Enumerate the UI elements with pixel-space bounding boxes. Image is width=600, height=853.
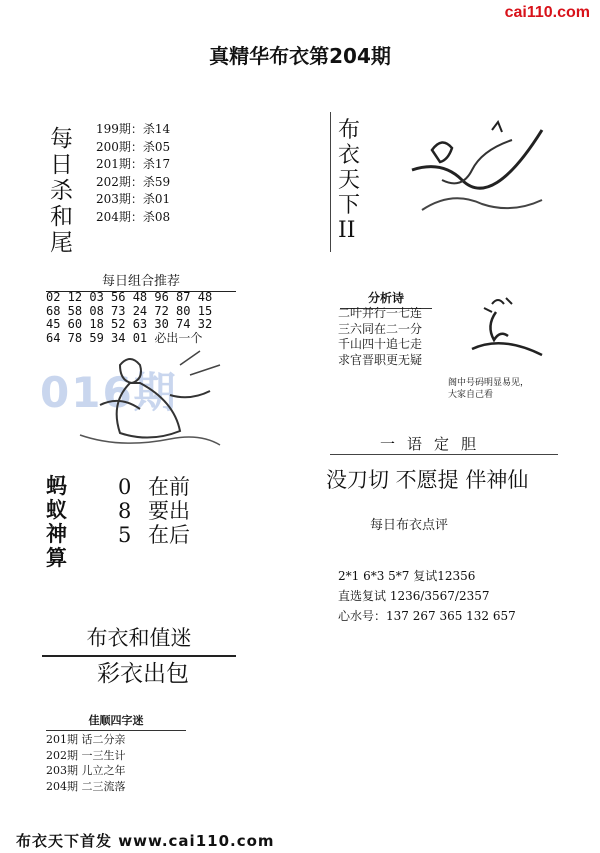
poem-line: 三六同在二一分	[338, 321, 423, 336]
ink-figure-illustration	[402, 120, 552, 225]
ant-god-number: 0	[118, 475, 132, 499]
vertical-char: II	[338, 218, 356, 243]
vertical-char: 布	[338, 118, 361, 143]
vertical-char: 蚂	[46, 474, 67, 498]
four-char-row: 204期 二三流落	[46, 779, 126, 793]
kill-tail-row: 204期：杀08	[96, 209, 171, 224]
combo-row: 02 12 03 56 48 96 87 48	[46, 290, 213, 304]
poem-title: 分析诗	[340, 289, 432, 309]
combo-row: 64 78 59 34 01 必出一个	[46, 330, 203, 345]
vertical-char: 衣	[338, 143, 361, 168]
poem-line: 二叶并行一七连	[338, 306, 423, 320]
ant-god-number: 5	[118, 523, 132, 547]
kill-tail-row: 200期：杀05	[96, 139, 171, 154]
kill-tail-row: 199期：杀14	[96, 122, 171, 136]
poem-lines	[338, 306, 422, 368]
four-char-riddle-list	[46, 732, 126, 794]
four-char-row: 202期 一三生计	[46, 748, 126, 762]
ant-god-row	[118, 499, 190, 523]
kill-tail-vertical-title	[50, 126, 74, 256]
one-word-text: 没刀切 不愿提 伴神仙	[326, 468, 529, 492]
vertical-char: 日	[50, 152, 73, 178]
combo-header: 每日组合推荐	[46, 270, 236, 292]
page-title: 真精华布衣第204期	[209, 44, 391, 68]
ant-god-vertical-title	[46, 474, 76, 570]
riddle-answer: 彩衣出包	[97, 661, 189, 687]
kill-tail-row: 201期：杀17	[96, 157, 171, 172]
vertical-char: 天	[338, 168, 361, 193]
review-title: 每日布衣点评	[370, 518, 449, 533]
vertical-char: 蚁	[46, 498, 67, 522]
poem-note-line: 阁中号码明显易见，	[448, 378, 530, 388]
combo-row: 68 58 08 73 24 72 80 15	[46, 303, 213, 318]
kill-tail-list	[96, 121, 170, 227]
four-char-riddle-title: 佳顺四字迷	[46, 712, 186, 731]
poem-note	[448, 377, 529, 401]
four-char-row: 203期 儿立之年	[46, 764, 126, 777]
site-watermark: cai110.com	[504, 4, 590, 21]
vertical-char: 尾	[50, 230, 73, 256]
vertical-char: 每	[50, 126, 73, 152]
section-divider	[330, 454, 558, 455]
sage-figure-illustration	[60, 345, 240, 455]
buyi-tianxia-vertical-title	[338, 118, 368, 243]
kill-tail-row: 203期：杀01	[96, 192, 171, 207]
ant-god-list	[118, 475, 190, 547]
vertical-char: 算	[46, 546, 67, 570]
recommendation-row: 心水号：137 267 365 132 657	[338, 609, 516, 623]
recommendation-list	[338, 566, 516, 626]
ant-god-number: 8	[118, 499, 132, 523]
four-char-row: 201期 话二分亲	[46, 733, 126, 746]
vertical-char: 下	[338, 193, 361, 218]
ghost-issue-text: 016期	[40, 368, 178, 417]
ant-god-text: 在前	[148, 475, 190, 499]
vertical-char: 杀	[50, 178, 73, 204]
poem-line: 千山四十追七走	[338, 337, 423, 351]
ant-god-row	[118, 475, 190, 499]
one-word-title: 一语定胆	[380, 435, 489, 453]
recommendation-row: 直选复试 1236/3567/2357	[338, 589, 490, 603]
combo-row: 45 60 18 52 63 30 74 32	[46, 317, 213, 331]
ant-god-text: 要出	[148, 499, 190, 523]
poem-note-line: 大家自己看	[448, 390, 494, 400]
ant-god-text: 在后	[148, 523, 190, 547]
vertical-char: 神	[46, 522, 67, 546]
section-divider	[330, 112, 331, 252]
poem-line: 求官晋职更无疑	[338, 352, 423, 367]
recommendation-row: 2*1 6*3 5*7 复试12356	[338, 569, 476, 583]
riddle-title: 布衣和值迷	[42, 622, 236, 657]
kill-tail-row: 202期：杀59	[96, 174, 171, 189]
combo-number-grid	[46, 291, 212, 345]
tree-figure-illustration	[462, 294, 547, 364]
ant-god-row	[118, 523, 190, 547]
footer-banner: 布衣天下首发 www.cai110.com	[16, 832, 275, 850]
vertical-char: 和	[50, 204, 73, 230]
